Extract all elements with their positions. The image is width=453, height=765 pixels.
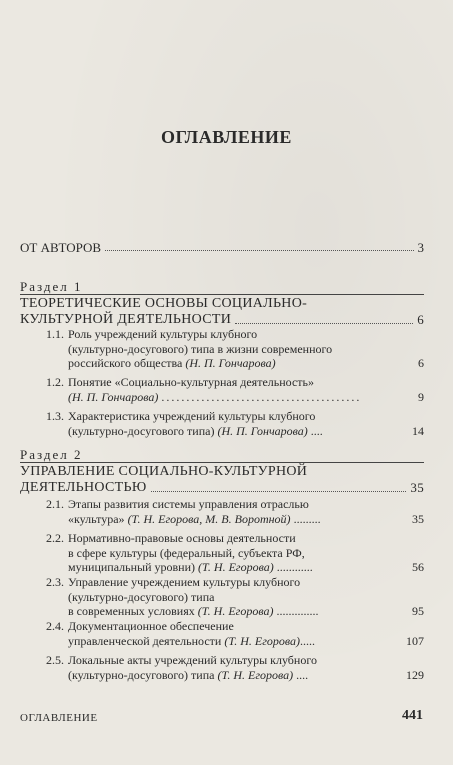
toc-page-number: 35 [410, 480, 424, 495]
toc-page-number: 6 [418, 356, 424, 370]
toc-entry-label: ОТ АВТОРОВ [20, 240, 102, 255]
entry-number: 2.4. [46, 619, 64, 633]
entry-text-line1: Характеристика учреждений культуры клубного [68, 409, 316, 423]
section-label: Раздел 2 [20, 447, 83, 462]
toc-page-number: 107 [406, 633, 424, 648]
toc-entry-2-3[interactable]: 2.3. Управление учреждением культуры клубного (культурно-досугового) типа в современных условиях (Т. Н. Егорова) .............. 95 [46, 575, 424, 618]
entry-author: (Н. П. Гончарова) [217, 423, 308, 438]
entry-number: 2.3. [46, 575, 64, 589]
entry-text-line2: (культурно-досугового) типа [68, 667, 215, 682]
entry-author: (Т. Н. Егорова) [217, 667, 294, 682]
section-1 [20, 279, 424, 294]
toc-entry-1-1[interactable] [46, 327, 424, 371]
toc-page-number: 35 [412, 511, 424, 526]
folio-page-number: 441 [402, 708, 423, 723]
entry-text-line2: (культурно-досугового) типа [68, 589, 215, 604]
toc-page-number: 6 [417, 312, 424, 327]
dot-leader [105, 240, 413, 251]
entry-text-line1: Этапы развития системы управления отраслью [68, 497, 309, 511]
toc-page-number: 56 [412, 560, 424, 574]
entry-author: (Н. П. Гончарова) [68, 389, 159, 404]
toc-page-number: 3 [417, 240, 424, 255]
entry-text-line3: в современных условиях [68, 604, 195, 618]
entry-text-line2: (культурно-досугового) типа в жизни современного [68, 341, 333, 356]
toc-page-number: 14 [412, 423, 424, 438]
dot-leader [235, 323, 413, 324]
entry-number: 2.1. [46, 497, 64, 511]
entry-text-line3: муниципальный уровни) [68, 560, 196, 574]
entry-text-line2: «культура» [68, 511, 125, 526]
page-title: ОГЛАВЛЕНИЕ [161, 127, 292, 147]
entry-text-line2: управленческой деятельности [68, 633, 222, 648]
toc-page-number: 9 [418, 389, 424, 404]
entry-author: (Т. Н. Егорова) [197, 604, 274, 618]
toc-entry-2-1[interactable]: 2.1. Этапы развития системы управления отраслью «культура» (Т. Н. Егорова, М. В. Воротной) ......... 35 [46, 497, 424, 526]
toc-entry-authors[interactable] [20, 240, 424, 255]
entry-number: 1.2. [46, 375, 64, 389]
section-title-line1: ТЕОРЕТИЧЕСКИЕ ОСНОВЫ СОЦИАЛЬНО- [20, 296, 308, 311]
section-rule [20, 462, 424, 463]
entry-text-line1: Понятие «Социально-культурная деятельность» [68, 375, 314, 389]
section-rule [20, 294, 424, 295]
toc-entry-1-3[interactable]: 1.3. Характеристика учреждений культуры клубного (культурно-досугового типа) (Н. П. Гончарова) .... 14 [46, 409, 424, 438]
entry-author: (Т. Н. Егорова) [198, 560, 274, 574]
entry-author: (Н. П. Гончарова) [185, 356, 276, 370]
toc-entry-1-2[interactable]: 1.2. Понятие «Социально-культурная деятельность» (Н. П. Гончарова) ........................................ 9 [46, 375, 424, 404]
section-2 [20, 447, 424, 462]
entry-text-line1: Документационное обеспечение [68, 619, 234, 633]
entry-text-line1: Локальные акты учреждений культуры клубного [68, 653, 317, 667]
entry-text-line1: Управление учреждением культуры клубного [68, 575, 301, 589]
entry-number: 2.2. [46, 531, 64, 545]
entry-text-line2: в сфере культуры (федеральный, субъекта РФ, [68, 545, 305, 560]
entry-author: (Т. Н. Егорова) [224, 633, 301, 648]
toc-entry-2-2[interactable]: 2.2. Нормативно-правовые основы деятельности в сфере культуры (федеральный, субъекта РФ, муниципальный уровни) (Т. Н. Егорова) ............ 56 [46, 531, 424, 574]
toc-entry-2-5[interactable]: 2.5. Локальные акты учреждений культуры клубного (культурно-досугового) типа (Т. Н. Егорова) .... 129 [46, 653, 424, 682]
toc-page-number: 95 [412, 604, 424, 618]
section-heading[interactable] [20, 464, 424, 496]
entry-text-line1: Нормативно-правовые основы деятельности [68, 531, 296, 545]
toc-entry-2-4[interactable]: 2.4. Документационное обеспечение управленческой деятельности (Т. Н. Егорова)..... 107 [46, 619, 424, 648]
section-label: Раздел 1 [20, 279, 83, 294]
toc-page-number: 129 [406, 667, 424, 682]
section-title-line2: ДЕЯТЕЛЬНОСТЬЮ [20, 480, 147, 495]
running-footer: ОГЛАВЛЕНИЕ [20, 712, 98, 724]
entry-text-line3: российского общества [68, 356, 183, 370]
dot-leader [151, 491, 407, 492]
section-title-line1: УПРАВЛЕНИЕ СОЦИАЛЬНО-КУЛЬТУРНОЙ [20, 464, 308, 479]
entry-number: 1.1. [46, 327, 64, 341]
section-heading[interactable] [20, 296, 424, 328]
entry-author: (Т. Н. Егорова, М. В. Воротной) [127, 511, 291, 526]
entry-number: 1.3. [46, 409, 64, 423]
entry-text-line1: Роль учреждений культуры клубного [68, 327, 258, 341]
section-title-line2: КУЛЬТУРНОЙ ДЕЯТЕЛЬНОСТИ [20, 312, 232, 327]
entry-text-line2: (культурно-досугового типа) [68, 423, 215, 438]
entry-number: 2.5. [46, 653, 64, 667]
